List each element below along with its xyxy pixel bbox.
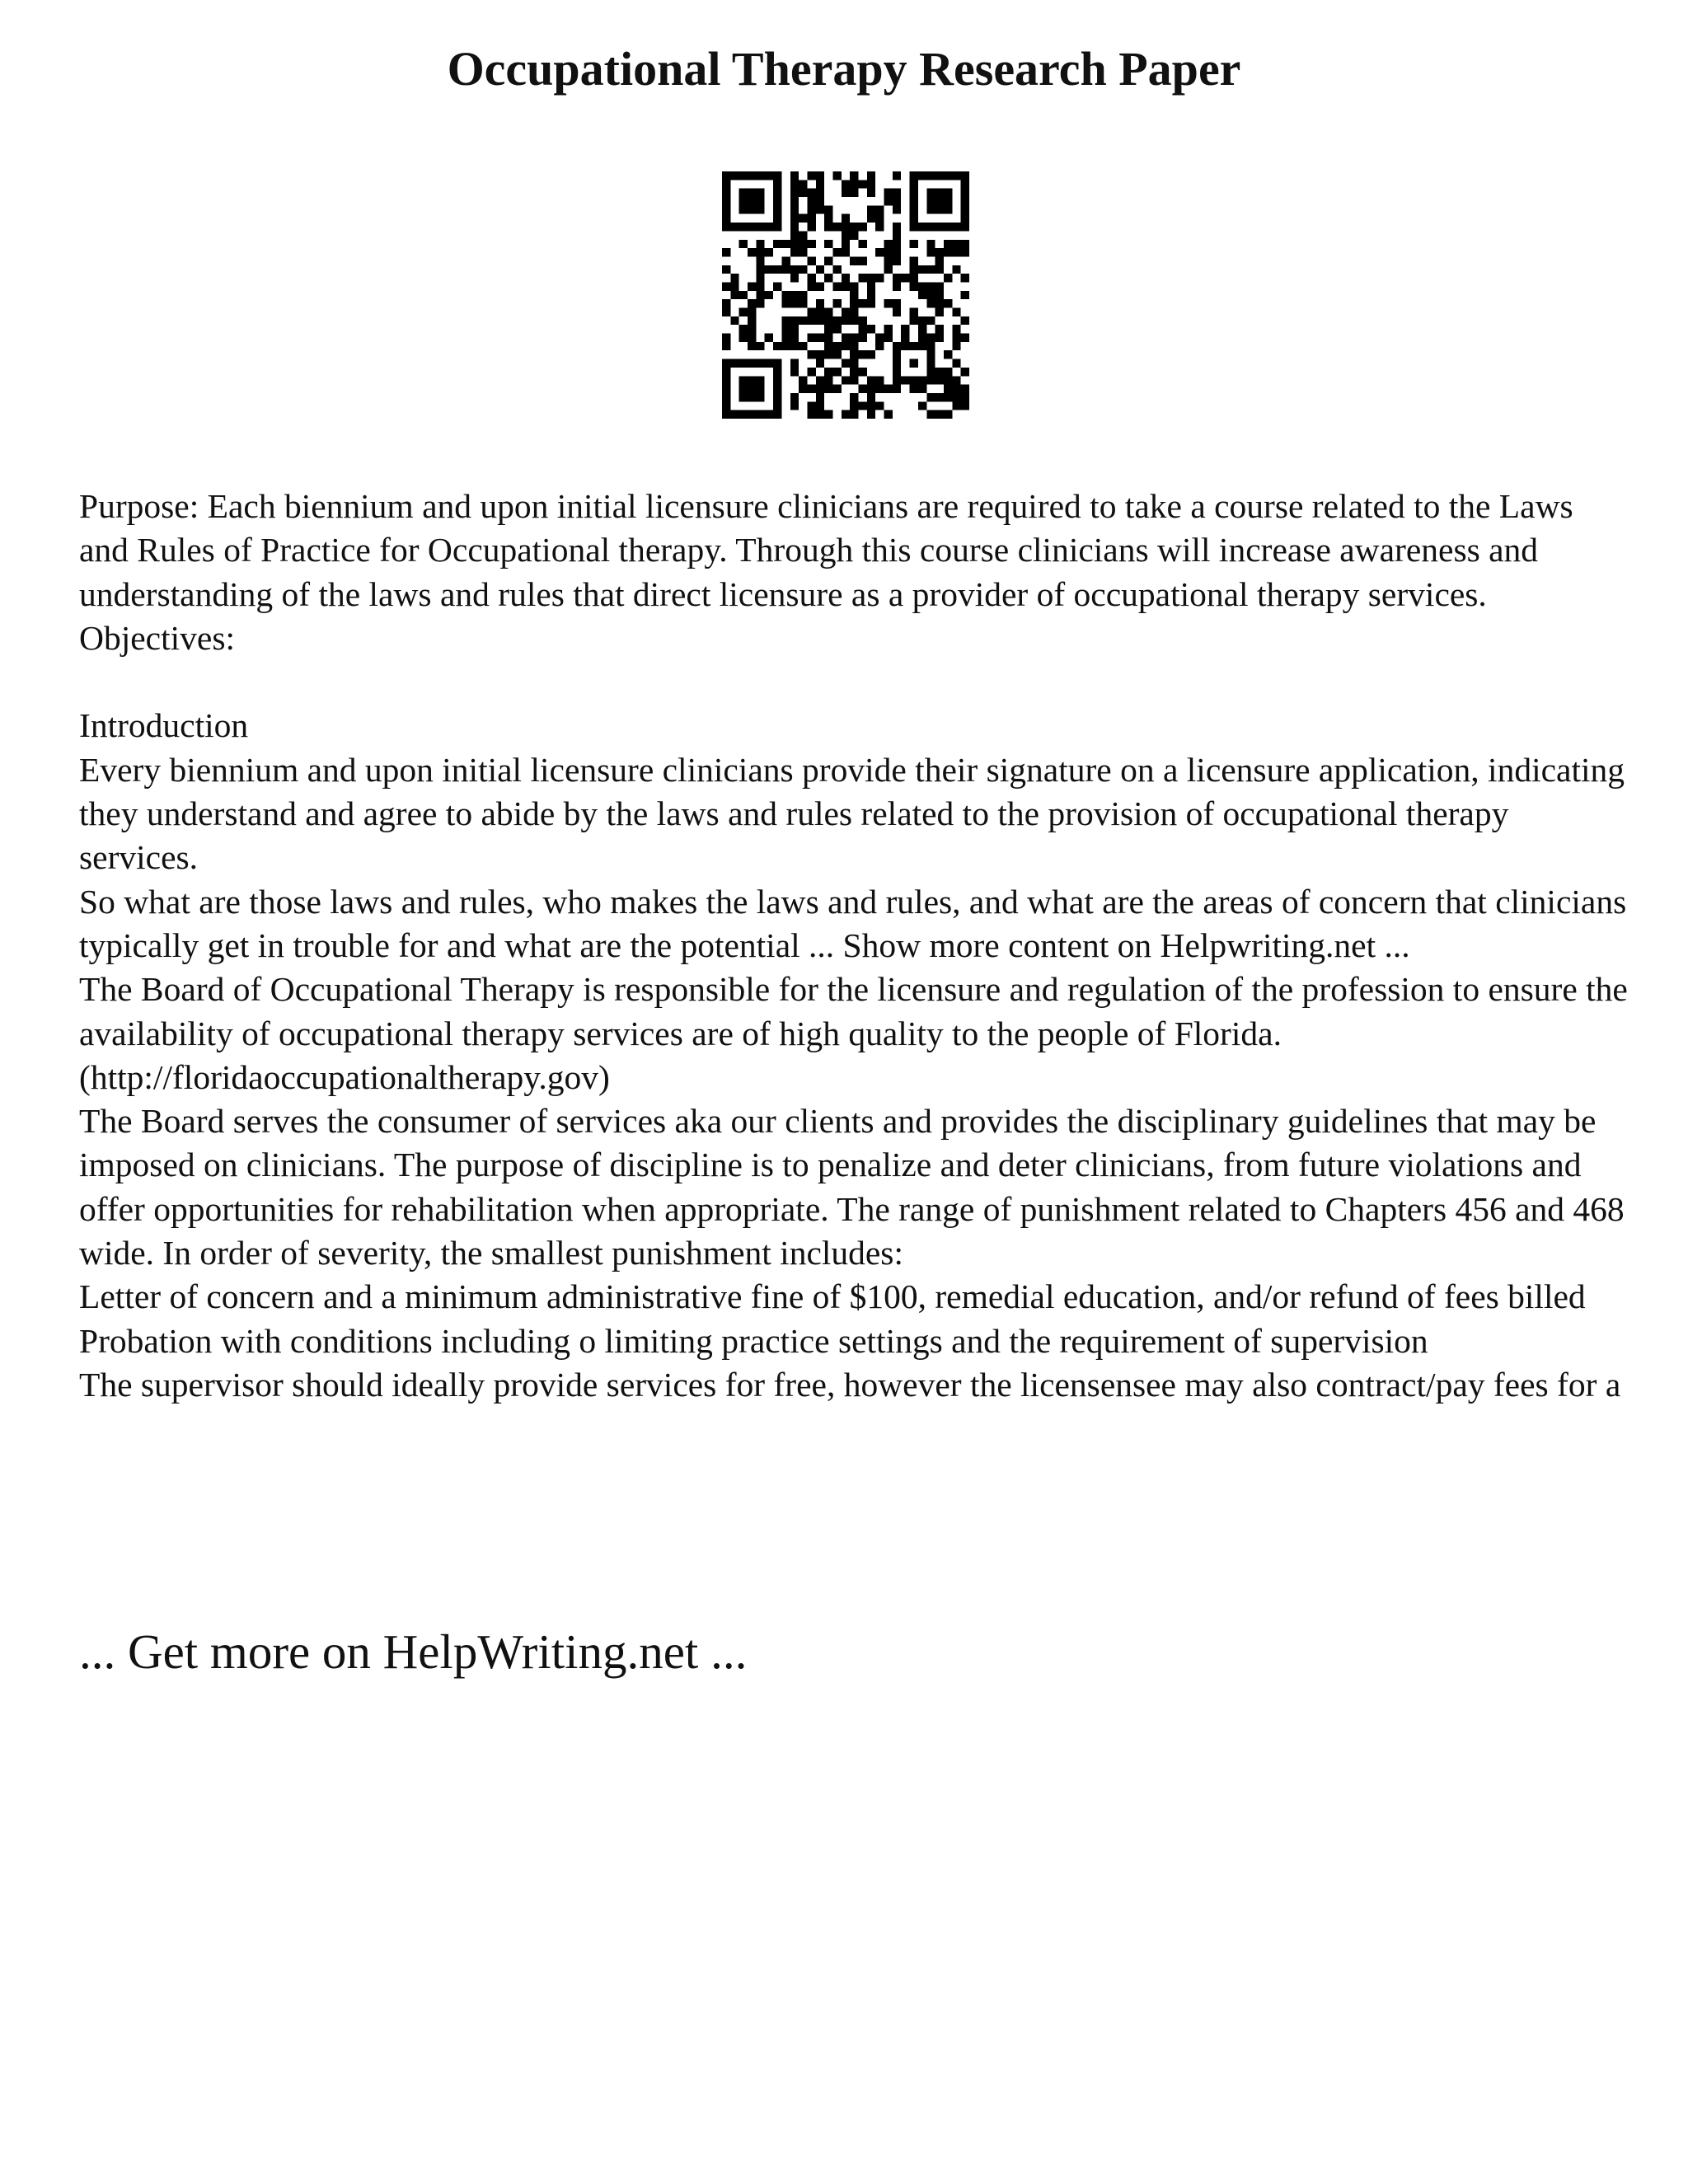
paragraph-laws-question: So what are those laws and rules, who makes the laws and rules, and what are the areas of concern that clinicians typically get in trouble for and what are the potential ... Show more content on Helpwriting.net ... [79,882,1627,964]
page-title: Occupational Therapy Research Paper [447,42,1241,96]
paragraph-letter-of-concern: Letter of concern and a minimum administrative fine of $100, remedial education, and/or refund of fees billed [79,1277,1586,1316]
paragraph-board-responsibility: The Board of Occupational Therapy is responsible for the licensure and regulation of the profession to ensure the availability of occupational therapy services are of high quality to the people of Florida. (http://floridaoccupationaltherapy.gov) [79,970,1628,1096]
paragraph-board-discipline: The Board serves the consumer of services aka our clients and provides the disciplinary guidelines that may be imposed on clinicians. The purpose of discipline is to penalize and deter clinicians, from future violations and offer opportunities for rehabilitation when appropriate. The range of punishment related to Chapters 456 and 468 wide. In order of severity, the smallest punishment includes: [79,1102,1625,1272]
paragraph-blank [79,660,1629,704]
get-more-link[interactable]: ... Get more on HelpWriting.net ... [79,1624,748,1679]
paragraph-purpose: Purpose: Each biennium and upon initial licensure clinicians are required to take a course related to the Laws and Rules of Practice for Occupational therapy. Through this course clinicians will increase awareness and understanding of the laws and rules that direct licensure as a provider of occupational therapy services. [79,487,1573,613]
paragraph-probation: Probation with conditions including o limiting practice settings and the requirement of supervision [79,1321,1428,1360]
paragraph-signature: Every biennium and upon initial licensure clinicians provide their signature on a licensure application, indicating they understand and agree to abide by the laws and rules related to the provision of occupational therapy services. [79,750,1625,877]
paragraph-objectives: Objectives: [79,618,235,657]
paragraph-supervisor: The supervisor should ideally provide services for free, however the licensensee may also contract/pay fees for a [79,1365,1621,1404]
paragraph-introduction-heading: Introduction [79,706,249,745]
qr-code-icon [722,171,969,419]
body-text [79,485,1629,1407]
